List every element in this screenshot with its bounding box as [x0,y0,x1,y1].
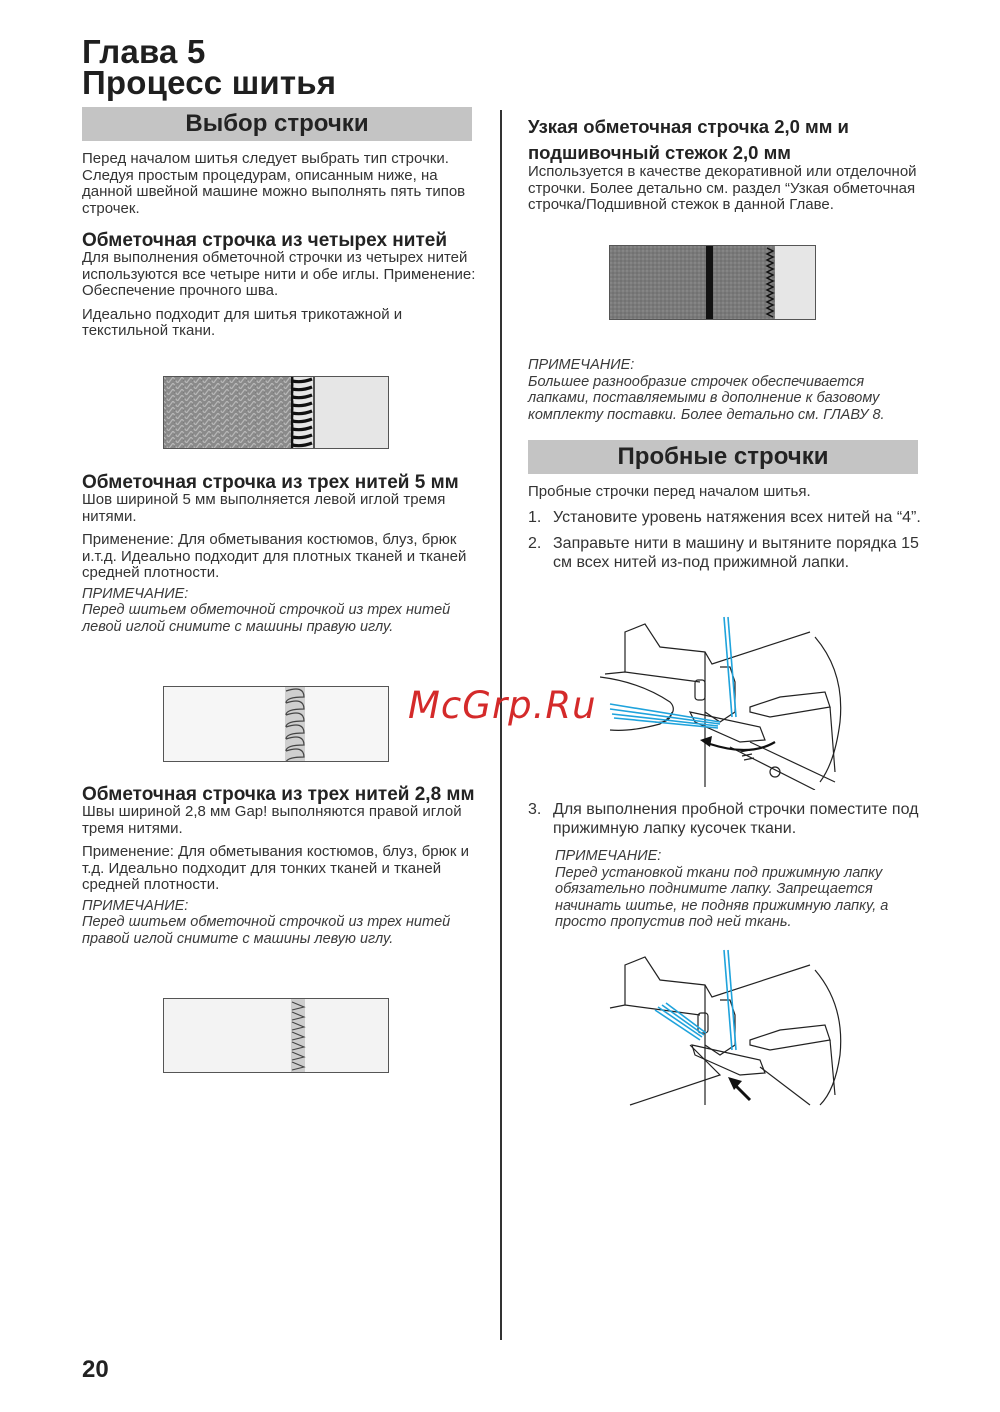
three-thread-2-8mm-stitch-image [163,998,389,1073]
presser-foot-fabric-illustration [600,945,850,1110]
section-title-test-stitches: Пробные строчки [528,440,918,474]
three-thread-5mm-text2: Применение: Для обметывания костюмов, блуз, брюк и.т.д. Идеально подходит для плотных тканей и тканей средней плотности. [82,531,467,581]
three-thread-5mm-stitch-graphic [164,687,389,762]
right-note-block [528,357,928,423]
three-thread-5mm-title: Обметочная строчка из трех нитей 5 мм [82,472,459,493]
step-3-note-text: Перед установкой ткани под прижимную лапку обязательно поднимите лапку. Запрещается начинать шитье, не подняв прижимную лапку, а просто пропустив под ней ткань. [555,864,889,930]
step-text: Для выполнения пробной строчки поместите под прижимную лапку кусочек ткани. [553,801,919,837]
note-label: ПРИМЕЧАНИЕ: [555,848,662,864]
illustration-insert-fabric [600,945,850,1110]
narrow-overlock-section [528,112,928,214]
four-thread-title: Обметочная строчка из четырех нитей [82,230,448,251]
step-1 [528,508,928,527]
test-stitches-intro: Пробные строчки перед началом шитья. [528,483,811,500]
watermark: McGrp.Ru [408,684,597,727]
three-thread-2-8mm-note: Перед шитьем обметочной строчкой из трех нитей правой иглой снимите с машины левую иглу. [82,914,451,947]
narrow-overlock-title-line2: подшивочный стежок 2,0 мм [528,142,791,163]
section-title-stitch-selection: Выбор строчки [82,107,472,141]
test-stitches-block [528,484,928,572]
chapter-number: Глава 5 [82,33,206,70]
note-label: ПРИМЕЧАНИЕ: [82,897,189,914]
intro-text: Перед началом шитья следует выбрать тип строчки. Следуя простым процедурам, описанным ниже, на данной швейной машине можно выполнять пять типов строчек. [82,150,466,217]
step-2 [528,534,928,572]
three-thread-2-8mm-stitch-graphic [164,999,389,1073]
right-note-text: Большее разнообразие строчек обеспечивается лапками, поставляемыми в дополнение к базовому комплекту поставки. Более детально см. ГЛАВУ 8. [528,373,885,423]
four-thread-text2: Идеально подходит для шитья трикотажной и текстильной ткани. [82,305,403,339]
three-thread-5mm-section [82,473,477,635]
step-number: 2. [528,534,542,552]
narrow-overlock-text: Используется в качестве декоративной или отделочной строчки. Более детально см. раздел “Узкая обметочная строчка/Подшивной стежок в данной Главе. [528,163,917,213]
three-thread-5mm-text1: Шов шириной 5 мм выполняется левой иглой тремя нитями. [82,491,446,525]
step-3-block [528,800,928,931]
step-text: Заправьте нити в машину и вытяните порядка 15 см всех нитей из-под прижимной лапки. [553,534,919,571]
four-thread-stitch-image [163,376,389,449]
chapter-heading [82,33,337,101]
four-thread-text1: Для выполнения обметочной строчки из четырех нитей используются все четыре нити и обе иглы. Применение: Обеспечение прочного шва. [82,249,476,299]
step-3-note [528,848,928,931]
four-thread-stitch-graphic [164,377,389,449]
three-thread-2-8mm-text1: Швы шириной 2,8 мм Gap! выполняются правой иглой тремя нитями. [82,803,462,837]
three-thread-2-8mm-text2: Применение: Для обметывания костюмов, блуз, брюк и т.д. Идеально подходит для тонких тканей и тканей средней плотности. [82,843,469,893]
chapter-title: Процесс шитья [82,64,337,101]
narrow-overlock-stitch-image [609,245,816,320]
narrow-overlock-stitch-graphic [610,246,816,320]
four-thread-section [82,231,477,340]
three-thread-2-8mm-section [82,785,477,947]
note-label: ПРИМЕЧАНИЕ: [528,357,635,373]
step-3 [528,800,928,838]
narrow-overlock-title-line1: Узкая обметочная строчка 2,0 мм и [528,116,849,137]
illustration-pull-threads [600,612,850,790]
presser-foot-illustration [600,612,850,790]
page-number: 20 [82,1356,109,1383]
step-number: 1. [528,508,542,526]
step-number: 3. [528,801,542,818]
three-thread-5mm-note: Перед шитьем обметочной строчкой из трех нитей левой иглой снимите с машины правую иглу. [82,602,451,635]
three-thread-2-8mm-title: Обметочная строчка из трех нитей 2,8 мм [82,784,475,805]
three-thread-5mm-stitch-image [163,686,389,762]
step-text: Установите уровень натяжения всех нитей на “4”. [553,508,921,526]
note-label: ПРИМЕЧАНИЕ: [82,585,189,602]
